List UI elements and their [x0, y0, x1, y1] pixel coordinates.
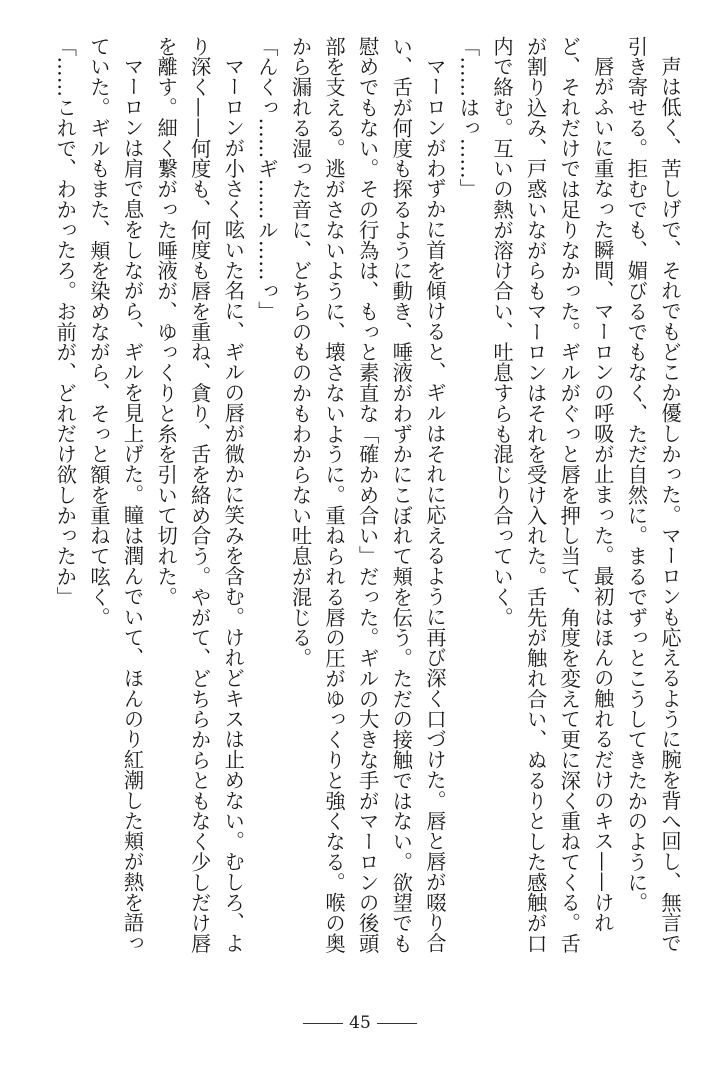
text-column: ど、それだけでは足りなかった。ギルがぐっと唇を押し当て、角度を変えて更に深く重ねてくる。舌: [557, 36, 582, 954]
folio-rule-right: [377, 1023, 417, 1024]
text-column: マーロンが小さく呟いた名に、ギルの唇が微かに笑みを含む。けれどキスは止めない。むしろ、よ: [221, 56, 246, 954]
vertical-body-text: [48, 36, 686, 976]
text-column: を離す。細く繋がった唾液が、ゆっくりと糸を引いて切れた。: [154, 36, 179, 607]
text-column: から漏れる湿った音に、どちらのものかもわからない吐息が混じる。: [288, 36, 313, 669]
text-column: 内で絡む。互いの熱が溶け合い、吐息すらも混じり合っていく。: [490, 36, 515, 628]
text-column: 引き寄せる。拒むでも、媚びるでもなく、ただ自然に。まるでずっとこうしてきたかのように。: [624, 36, 649, 913]
text-column: 「……これで、わかったろ。お前が、どれだけ欲しかったか」: [53, 36, 78, 607]
text-column: り深く——何度も、何度も唇を重ね、貪り、舌を絡め合う。やがて、どちらからともなく少しだけ唇: [187, 36, 212, 954]
page-number: [0, 1013, 720, 1033]
text-column: 声は低く、苦しげで、それでもどこか優しかった。マーロンも応えるように腕を背へ回し、無言で: [658, 56, 682, 954]
page-number-value: 45: [349, 1013, 371, 1033]
text-column: 唇がふいに重なった瞬間、マーロンの呼吸が止まった。最初はほんの触れるだけのキス——けれ: [590, 56, 615, 934]
text-column: 「……はっ……」: [456, 36, 481, 200]
text-column: 慰めでもない。その行為は、もっと素直な「確かめ合い」だった。ギルの大きな手がマーロンの後頭: [355, 36, 380, 954]
text-column: い、舌が何度も探るように動き、唾液がわずかにこぼれて頬を伝う。ただの接触ではない。欲望でも: [389, 36, 414, 954]
text-column: マーロンがわずかに首を傾けると、ギルはそれに応えるように再び深く口づけた。唇と唇が啜り合: [422, 56, 447, 954]
text-column: 部を支える。逃がさないように、壊さないように。重ねられる唇の圧がゆっくりと強くなる。喉の奥: [322, 36, 347, 954]
text-column: が割り込み、戸惑いながらもマーロンはそれを受け入れた。舌先が触れ合い、ぬるりとした感触が口: [523, 36, 548, 954]
text-column: 「んくっ……ギ……ル……っ」: [254, 36, 279, 322]
text-column: マーロンは肩で息をしながら、ギルを見上げた。瞳は潤んでいて、ほんのり紅潮した頬が熱を語っ: [120, 56, 145, 954]
folio-rule-left: [303, 1023, 343, 1024]
text-column: ていた。ギルもまた、頬を染めながら、そっと額を重ねて呟く。: [86, 36, 111, 628]
